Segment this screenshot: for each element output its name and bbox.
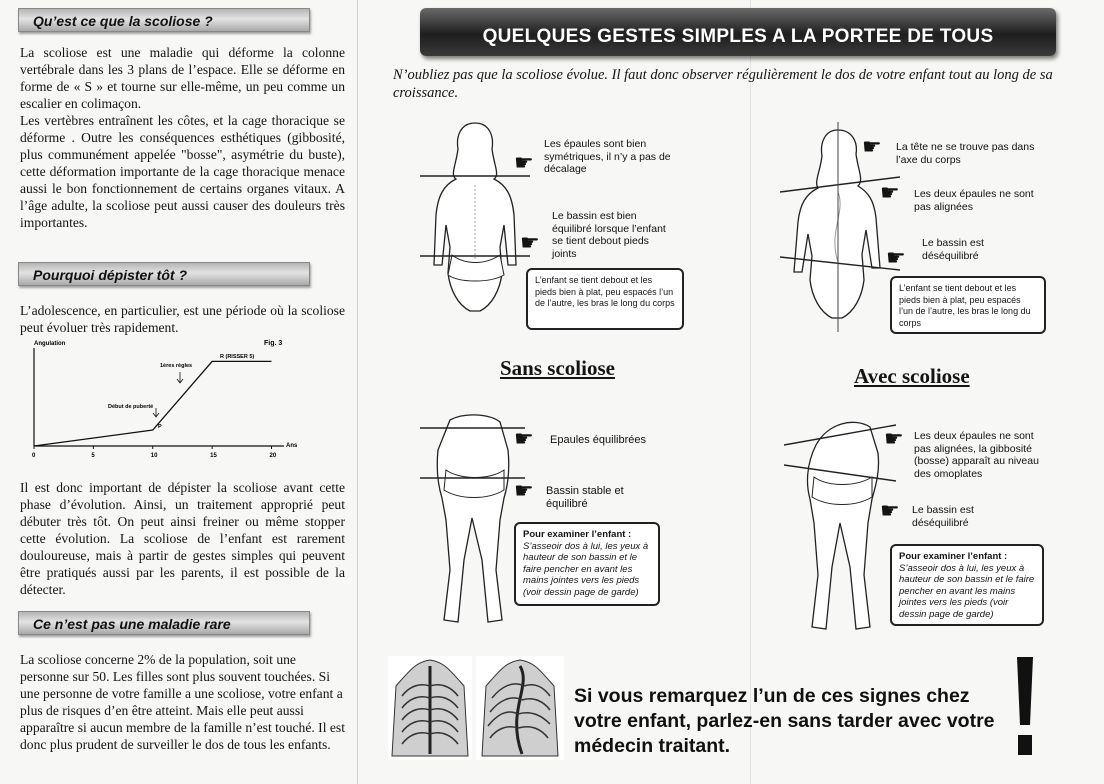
avec-pelvis-note: Le bassin est déséquilibré bbox=[922, 237, 984, 262]
chart-xlabel: Ans bbox=[286, 443, 298, 449]
page-fold bbox=[750, 0, 751, 784]
x-tick-label: 15 bbox=[210, 453, 217, 459]
exclamation-icon bbox=[1014, 655, 1036, 759]
section-heading-not-rare: Ce n’est pas une maladie rare bbox=[18, 611, 310, 635]
sans-standing-box: L’enfant se tient debout et les pieds bien à plat, peu espacés l’un de l’autre, les bras le long du corps bbox=[526, 268, 684, 330]
xray-image-left bbox=[388, 656, 472, 760]
x-tick-label: 10 bbox=[150, 453, 158, 459]
pointing-hand-icon: ☛ bbox=[862, 134, 882, 159]
pointing-hand-icon: ☛ bbox=[880, 180, 900, 205]
xray-image-right bbox=[476, 656, 564, 760]
exam-title: Pour examiner l’enfant : bbox=[523, 529, 632, 540]
x-ticks bbox=[32, 446, 277, 459]
figure-back-straight bbox=[420, 115, 530, 340]
banner-title: QUELQUES GESTES SIMPLES A LA PORTEE DE TOUS bbox=[420, 8, 1056, 56]
exam-text: S’asseoir dos à lui, les yeux à hauteur de son bassin et le faire pencher en avant les mains jointes vers les pieds (voir dessin page de garde) bbox=[899, 562, 1035, 620]
sans-bend-shoulders-note: Epaules équilibrées bbox=[550, 434, 647, 446]
section-heading-what-is: Qu’est ce que la scoliose ? bbox=[18, 8, 310, 32]
x-tick-label: 5 bbox=[91, 453, 95, 459]
call-to-action: Si vous remarquez l’un de ces signes chez votre enfant, parlez-en sans tarder avec votre médecin traitant. bbox=[574, 685, 995, 757]
why-screen-text: Il est donc important de dépister la scoliose avant cette phase d’évolution. Ainsi, un traitement approprié peut débuter très tôt. On peut ainsi freiner ou même stopper cette évolution. La scoliose de l’enfant est rarement douloureuse, mais à partir de gestes simples qui peuvent être pratiqués aussi par les parents, il est possible de la détecter. bbox=[20, 480, 345, 597]
pointing-hand-icon: ☛ bbox=[880, 498, 900, 523]
sans-exam-box bbox=[514, 522, 660, 606]
paragraph: La scoliose est une maladie qui déforme la colonne vertébrale dans les 3 plans de l’espace. Elle se déforme en forme de « S » et tourne sur elle-même, un peu comme un escalier en colimaçon. bbox=[20, 45, 345, 111]
avec-bend-pelvis-note: Le bassin est déséquilibré bbox=[912, 504, 974, 529]
sans-shoulders-note: Les épaules sont bien symétriques, il n’y a pas de décalage bbox=[544, 138, 671, 175]
column-divider bbox=[357, 0, 358, 784]
figure-bending-straight bbox=[420, 410, 525, 630]
exam-title: Pour examiner l’enfant : bbox=[899, 551, 1008, 562]
avec-exam-box bbox=[890, 544, 1044, 626]
figure-bending-scoliosis bbox=[784, 415, 896, 640]
sans-bend-pelvis-note: Bassin stable et équilibré bbox=[546, 485, 624, 510]
intro-text: N’oubliez pas que la scoliose évolue. Il faut donc observer régulièrement le dos de votre enfant tout au long de sa croissance. bbox=[393, 67, 1053, 101]
chart-title: Fig. 3 bbox=[264, 340, 283, 347]
pointing-hand-icon: ☛ bbox=[520, 230, 540, 255]
figure-back-scoliosis bbox=[780, 122, 900, 347]
annotation-puberty: Début de puberté bbox=[108, 404, 154, 410]
avec-standing-box: L’enfant se tient debout et les pieds bien à plat, peu espacés l’un de l’autre, les bras le long du corps bbox=[890, 276, 1046, 334]
pointing-hand-icon: ☛ bbox=[514, 150, 534, 175]
angulation-chart bbox=[20, 336, 300, 462]
sans-pelvis-note: Le bassin est bien équilibré lorsque l’enfant se tient debout pieds joints bbox=[552, 210, 666, 260]
x-tick-label: 0 bbox=[32, 453, 36, 459]
avec-head-note: La tête ne se trouve pas dans l’axe du corps bbox=[896, 141, 1035, 166]
annotation-first-periods: 1ères règles bbox=[160, 363, 193, 369]
exam-text: S’asseoir dos à lui, les yeux à hauteur de son bassin et le faire pencher en avant les mains jointes vers les pieds (voir dessin page de garde) bbox=[523, 540, 649, 598]
section-what-is-text bbox=[20, 44, 345, 231]
annotation-p: P bbox=[158, 424, 162, 430]
chart-ylabel: Angulation bbox=[34, 341, 66, 347]
pointing-hand-icon: ☛ bbox=[514, 478, 534, 503]
x-tick-label: 20 bbox=[269, 453, 277, 459]
sans-scoliose-title: Sans scoliose bbox=[500, 356, 615, 380]
avec-bend-shoulders-note: Les deux épaules ne sont pas alignées, la gibbosité (bosse) apparaît au niveau des omoplates bbox=[914, 430, 1039, 480]
pointing-hand-icon: ☛ bbox=[886, 245, 906, 270]
not-rare-text: La scoliose concerne 2% de la population, soit une personne sur 50. Les filles sont plus souvent touchées. Si une personne de votre famille a une scoliose, votre enfant a plus de risques d’en être atteint. Mais elle peut aussi apparaître si aucun membre de la famille n’est touché. Il est donc plus prudent de surveiller le dos de tous les enfants. bbox=[20, 652, 345, 752]
section-heading-why-screen: Pourquoi dépister tôt ? bbox=[18, 262, 310, 286]
paragraph: Les vertèbres entraînent les côtes, et la cage thoracique se déforme . Outre les conséquences esthétiques (gibbosité, plus communément appelée "bosse", asymétrie du buste), cette déformation importante de la cage thoracique menace aussi le bon fonctionnement de certains organes vitaux. A l’âge adulte, la scoliose peut aussi causer des douleurs très importantes. bbox=[20, 113, 345, 230]
pointing-hand-icon: ☛ bbox=[514, 426, 534, 451]
why-screen-intro: L’adolescence, en particulier, est une période où la scoliose peut évoluer très rapidement. bbox=[20, 303, 345, 335]
avec-shoulders-note: Les deux épaules ne sont pas alignées bbox=[914, 188, 1034, 213]
avec-scoliose-title: Avec scoliose bbox=[854, 364, 970, 388]
annotation-risser: R (RISSER 5) bbox=[220, 354, 255, 360]
pointing-hand-icon: ☛ bbox=[884, 426, 904, 451]
